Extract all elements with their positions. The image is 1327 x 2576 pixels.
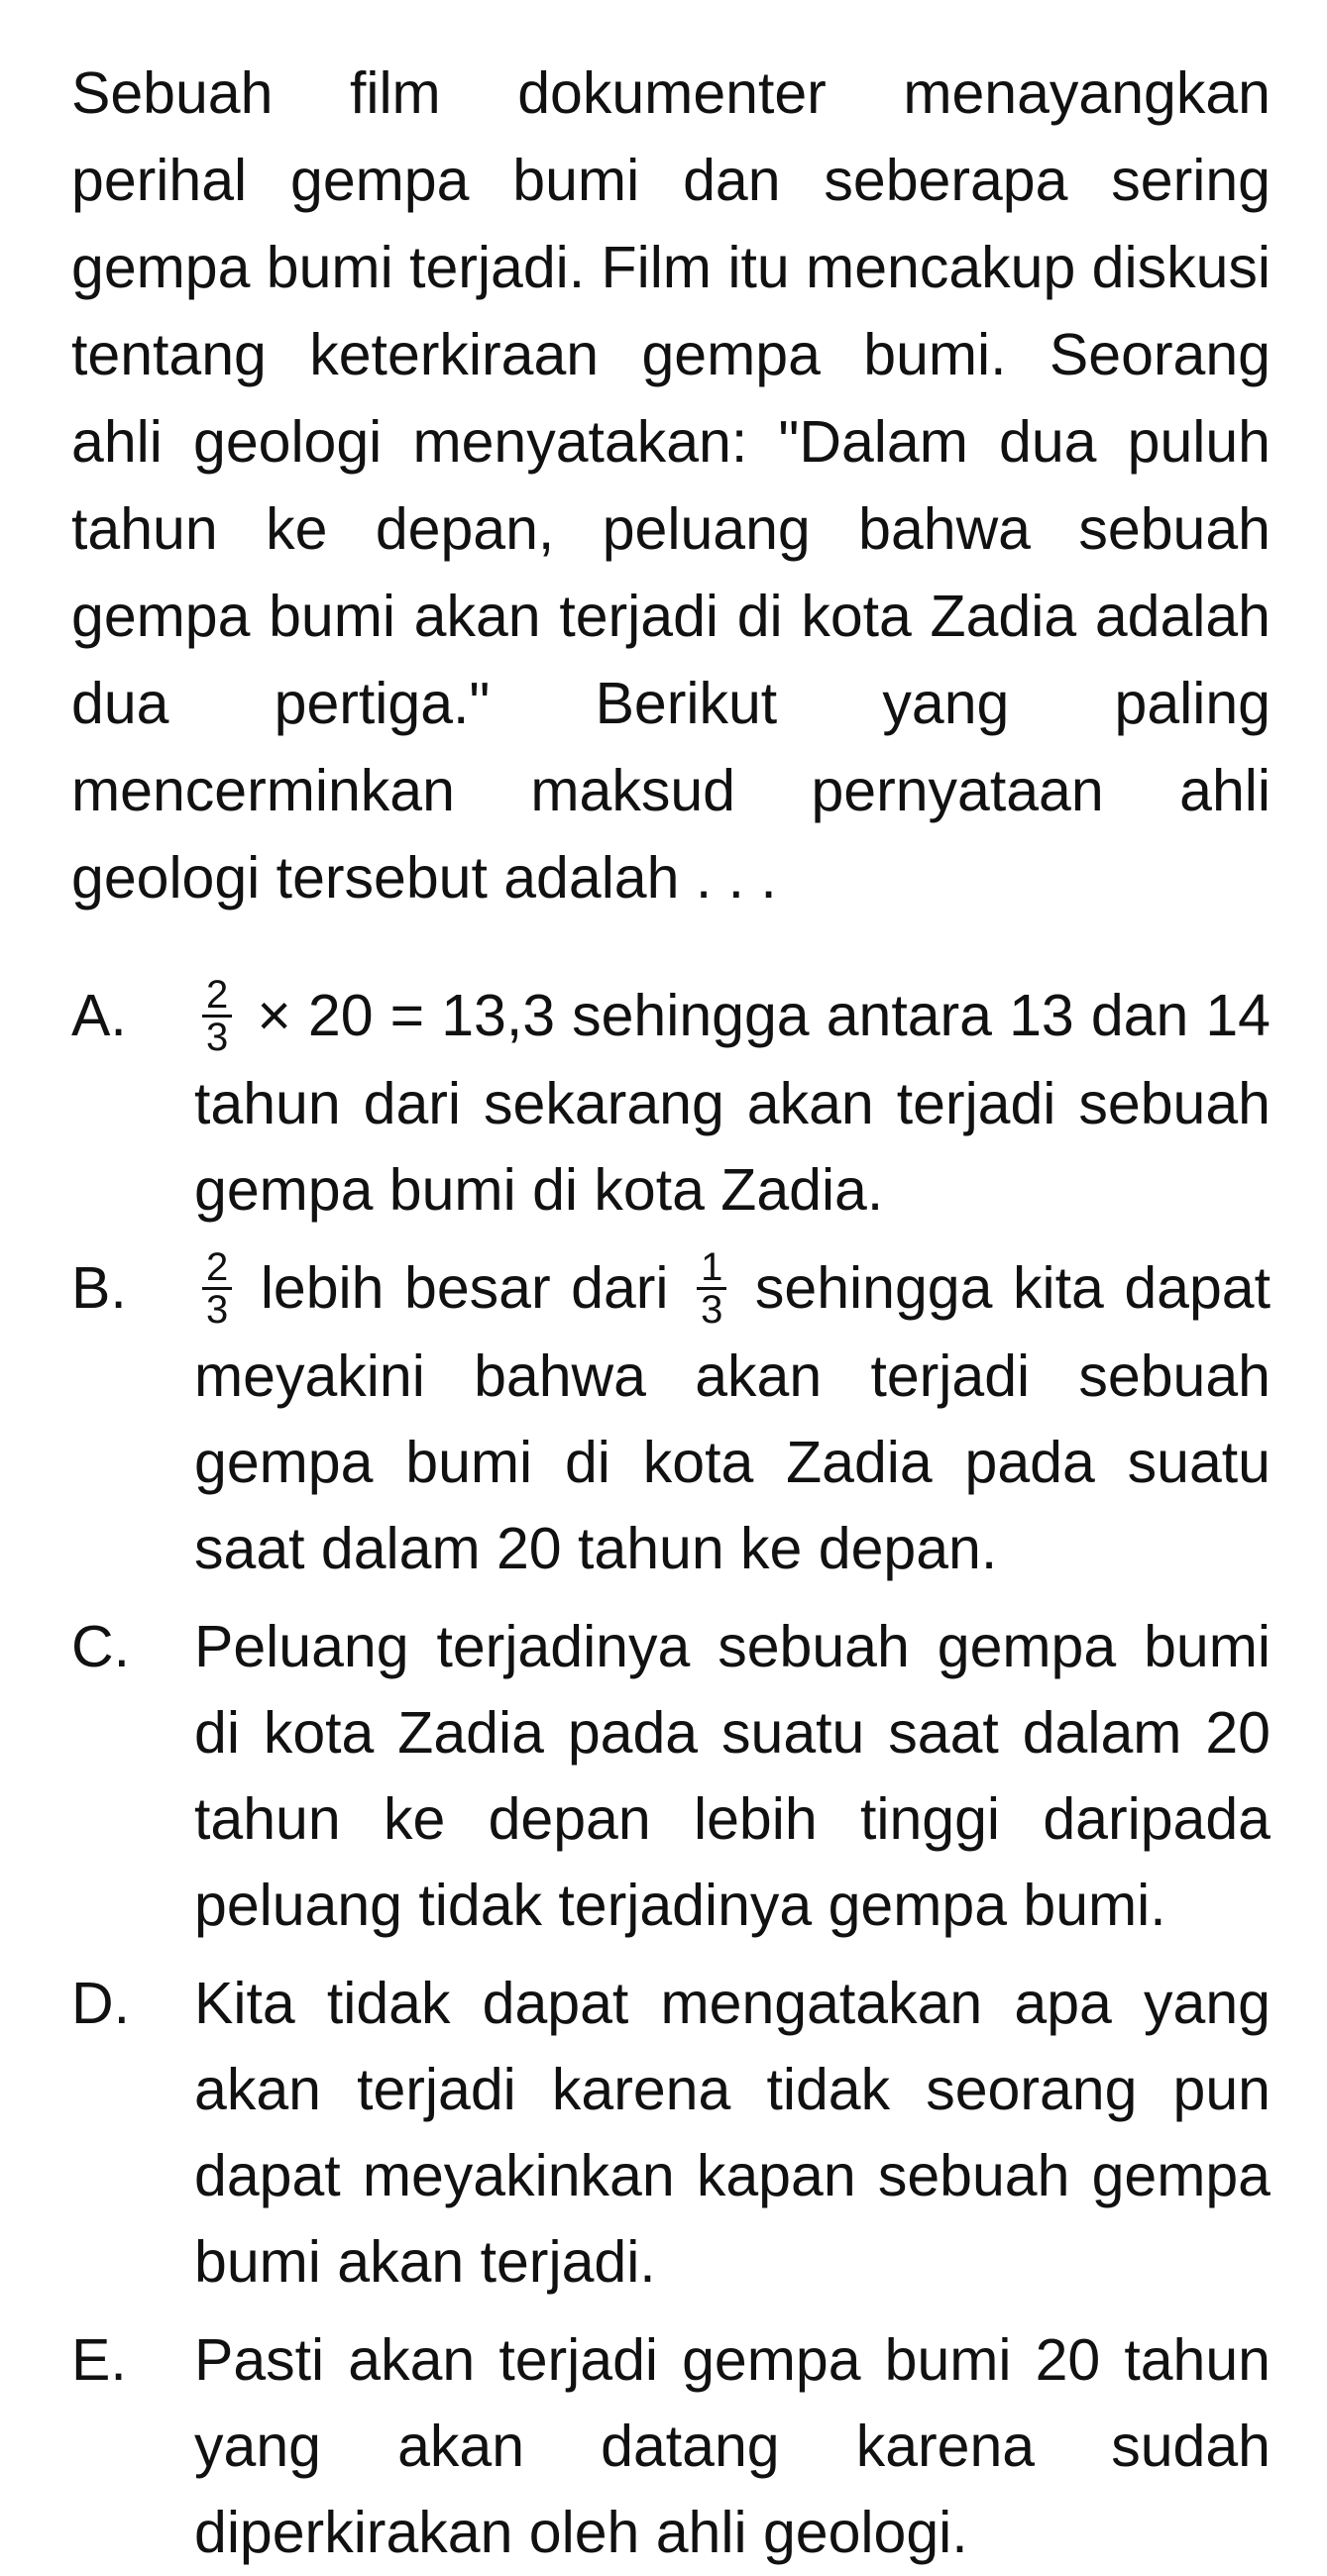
fraction-two-thirds xyxy=(202,972,232,1059)
fraction-denominator: 3 xyxy=(701,1287,723,1332)
option-a[interactable] xyxy=(71,973,1271,1234)
question-text: Sebuah film dokumenter menayangkan perihal gempa bumi dan seberapa sering gempa bumi terjadi. Film itu mencakup diskusi tentang keterkiraan gempa bumi. Seorang ahli geologi menyatakan: "Dalam dua puluh tahun ke depan, peluang bahwa sebuah gempa bumi akan terjadi di kota Zadia adalah dua pertiga." Berikut yang paling mencerminkan maksud pernyataan ahli geologi tersebut adalah . . . xyxy=(71,60,1271,911)
option-e[interactable] xyxy=(71,2317,1271,2576)
fraction-denominator: 3 xyxy=(206,1015,229,1059)
question-page xyxy=(71,50,1271,2576)
fraction-numerator: 1 xyxy=(697,1247,726,1290)
fraction-one-third xyxy=(697,1244,726,1332)
option-d-letter: D. xyxy=(71,1970,130,2036)
option-c-letter: C. xyxy=(71,1613,130,1679)
option-b[interactable] xyxy=(71,1245,1271,1592)
option-a-text: × 20 = 13,3 sehingga antara 13 dan 14 tahun dari sekarang akan terjadi sebuah gempa bumi di kota Zadia. xyxy=(194,983,1271,1223)
answer-options xyxy=(71,973,1271,2576)
option-c[interactable] xyxy=(71,1604,1271,1949)
fraction-numerator: 2 xyxy=(202,975,232,1018)
option-a-letter: A. xyxy=(71,983,127,1048)
option-a-body xyxy=(194,973,1271,1234)
option-c-text: Peluang terjadinya sebuah gempa bumi di kota Zadia pada suatu saat dalam 20 tahun ke depan lebih tinggi daripada peluang tidak terjadinya gempa bumi. xyxy=(194,1613,1271,1938)
option-b-letter: B. xyxy=(71,1254,127,1321)
option-d[interactable] xyxy=(71,1961,1271,2306)
option-b-body xyxy=(194,1245,1271,1592)
option-b-text-mid: lebih besar dari xyxy=(260,1254,669,1321)
option-e-text: Pasti akan terjadi gempa bumi 20 tahun yang akan datang karena sudah diperkirakan oleh ahli geologi. xyxy=(194,2326,1271,2565)
option-b-text-end: sehingga kita dapat meyakini bahwa akan terjadi sebuah gempa bumi di kota Zadia pada suatu saat dalam 20 tahun ke depan. xyxy=(194,1254,1271,1581)
fraction-two-thirds xyxy=(202,1244,232,1332)
fraction-numerator: 2 xyxy=(202,1247,232,1290)
option-d-text: Kita tidak dapat mengatakan apa yang akan terjadi karena tidak seorang pun dapat meyakinkan kapan sebuah gempa bumi akan terjadi. xyxy=(194,1970,1271,2295)
option-e-letter: E. xyxy=(71,2326,127,2393)
fraction-denominator: 3 xyxy=(206,1287,229,1332)
